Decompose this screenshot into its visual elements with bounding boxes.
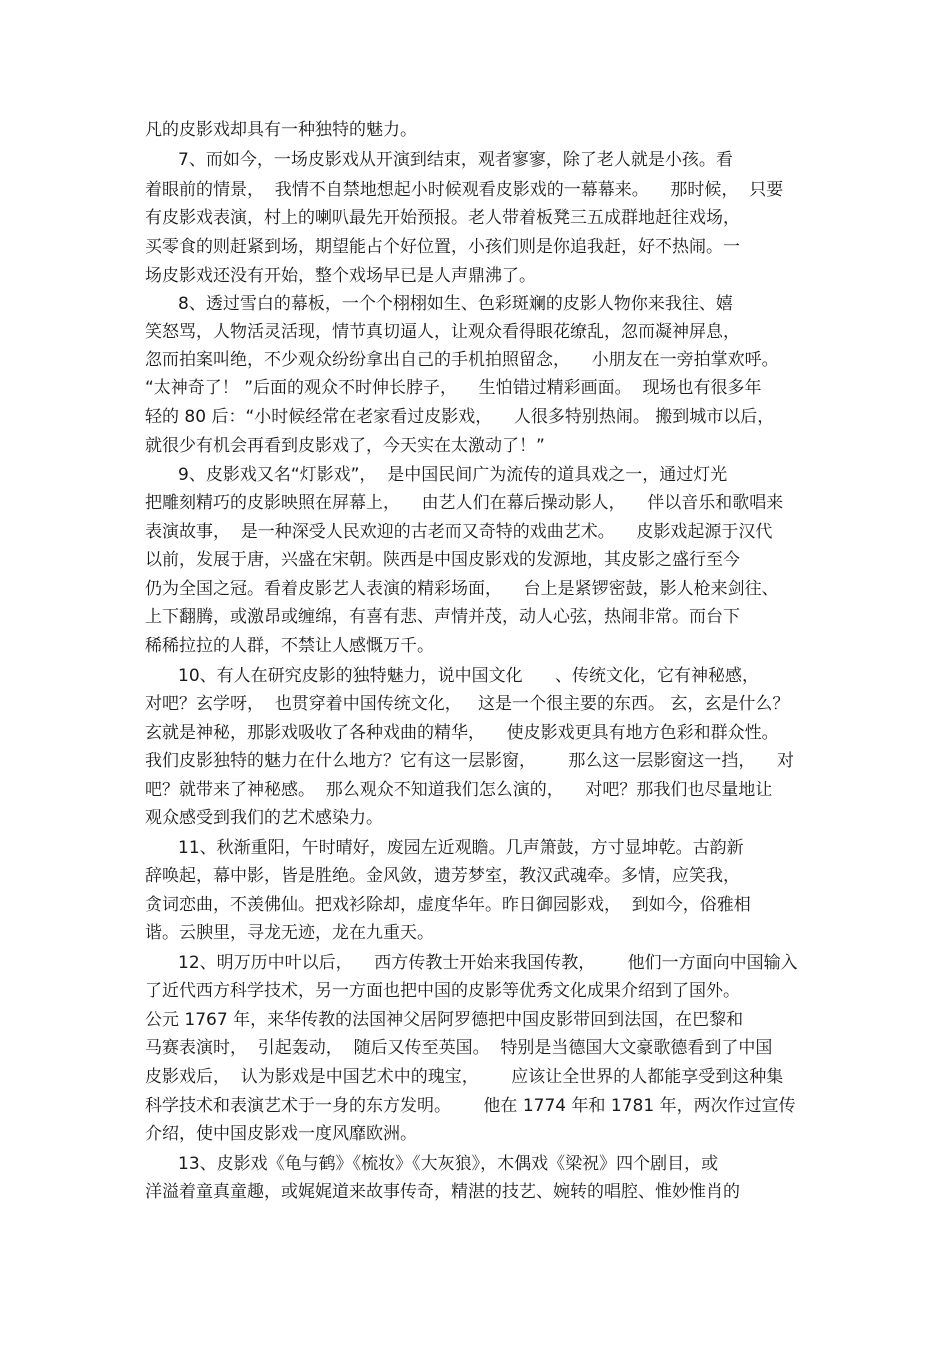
text-line: 介绍，使中国皮影戏一度风靡欧洲。	[145, 1124, 417, 1144]
text-line: 着眼前的情景， 我情不自禁地想起小时候观看皮影戏的一幕幕来。 那时候， 只要	[145, 180, 784, 200]
text-line: 有皮影戏表演，村上的喇叭最先开始预报。老人带着板凳三五成群地赶往戏场，	[145, 208, 740, 228]
text-line: 凡的皮影戏却具有一种独特的魅力。	[145, 120, 417, 140]
paragraph-10-line: 10、有人在研究皮影的独特魅力，说中国文化 、传统文化，它有神秘感，	[178, 666, 760, 686]
text-line: 上下翻腾，或激昂或缠绵，有喜有悲、声情并茂，动人心弦，热闹非常。而台下	[145, 607, 740, 627]
text-line: 对吧？玄学呀， 也贯穿着中国传统文化， 这是一个很主要的东西。 玄，玄是什么？	[145, 694, 790, 714]
text-line: 公元 1767 年，来华传教的法国神父居阿罗德把中国皮影带回到法国，在巴黎和	[145, 1010, 744, 1030]
text-line: 轻的 80 后：“小时候经常在老家看过皮影戏， 人很多特别热闹。 搬到城市以后，	[145, 407, 775, 427]
text-line: 忽而拍案叫绝，不少观众纷纷拿出自己的手机拍照留念， 小朋友在一旁拍掌欢呼。	[145, 350, 779, 370]
text-line: 谐。云腴里，寻龙无迹，龙在九重天。	[145, 923, 434, 943]
paragraph-11-line: 11、秋渐重阳，午时晴好，废园左近观瞻。几声箫鼓，方寸显坤乾。古韵新	[178, 838, 744, 858]
paragraph-7-line: 7、而如今，一场皮影戏从开演到结束，观者寥寥，除了老人就是小孩。看	[178, 150, 733, 170]
paragraph-13-line: 13、皮影戏《龟与鹤》《梳妆》《大灰狼》，木偶戏《梁祝》四个剧目，或	[178, 1154, 719, 1174]
text-line: 就很少有机会再看到皮影戏了，今天实在太激动了！”	[145, 436, 545, 456]
text-line: 买零食的则赶紧到场，期望能占个好位置，小孩们则是你追我赶，好不热闹。一	[145, 237, 740, 257]
text-line: 以前，发展于唐，兴盛在宋朝。陕西是中国皮影戏的发源地，其皮影之盛行至今	[145, 550, 740, 570]
paragraph-8-line: 8、透过雪白的幕板，一个个栩栩如生、色彩斑斓的皮影人物你来我往、嬉	[178, 294, 733, 314]
text-line: 玄就是神秘，那影戏吸收了各种戏曲的精华， 使皮影戏更具有地方色彩和群众性。	[145, 723, 779, 743]
text-line: 皮影戏后， 认为影戏是中国艺术中的瑰宝， 应该让全世界的人都能享受到这种集	[145, 1067, 784, 1087]
text-line: 表演故事， 是一种深受人民欢迎的古老而又奇特的戏曲艺术。 皮影戏起源于汉代	[145, 522, 773, 542]
text-line: 我们皮影独特的魅力在什么地方？它有这一层影窗， 那么这一层影窗这一挡， 对	[145, 751, 795, 771]
text-line: 稀稀拉拉的人群，不禁让人感慨万千。	[145, 636, 434, 656]
text-line: 场皮影戏还没有开始，整个戏场早已是人声鼎沸了。	[145, 266, 536, 286]
text-line: 观众感受到我们的艺术感染力。	[145, 808, 383, 828]
paragraph-12-line: 12、明万历中叶以后， 西方传教士开始来我国传教， 他们一方面向中国输入	[178, 953, 798, 973]
paragraph-9-line: 9、皮影戏又名“灯影戏”， 是中国民间广为流传的道具戏之一，通过灯光	[178, 465, 728, 485]
text-line: 科学技术和表演艺术于一身的东方发明。 他在 1774 年和 1781 年，两次作过宣传	[145, 1096, 796, 1116]
text-line: 仍为全国之冠。看着皮影艺人表演的精彩场面， 台上是紧锣密鼓，影人枪来剑往、	[145, 579, 779, 599]
text-line: 了近代西方科学技术，另一方面也把中国的皮影等优秀文化成果介绍到了国外。	[145, 981, 740, 1001]
text-line: 贪词恋曲，不羡佛仙。把戏衫除却，虚度华年。昨日御园影戏， 到如今，俗雅相	[145, 895, 751, 915]
text-line: “太神奇了！ ”后面的观众不时伸长脖子， 生怕错过精彩画面。 现场也有很多年	[145, 378, 762, 398]
text-line: 辞唤起，幕中影，皆是胜绝。金风敛，遗芳梦室，教汉武魂牵。多情，应笑我，	[145, 866, 740, 886]
text-line: 洋溢着童真童趣，或娓娓道来故事传奇，精湛的技艺、婉转的唱腔、惟妙惟肖的	[145, 1182, 740, 1202]
text-line: 吧？就带来了神秘感。 那么观众不知道我们怎么演的， 对吧？那我们也尽量地让	[145, 780, 773, 800]
text-line: 把雕刻精巧的皮影映照在屏幕上， 由艺人们在幕后操动影人， 伴以音乐和歌唱来	[145, 493, 784, 513]
text-line: 马赛表演时， 引起轰动， 随后又传至英国。 特别是当德国大文豪歌德看到了中国	[145, 1038, 773, 1058]
text-line: 笑怒骂，人物活灵活现，情节真切逼人，让观众看得眼花缭乱，忽而凝神屏息，	[145, 322, 740, 342]
